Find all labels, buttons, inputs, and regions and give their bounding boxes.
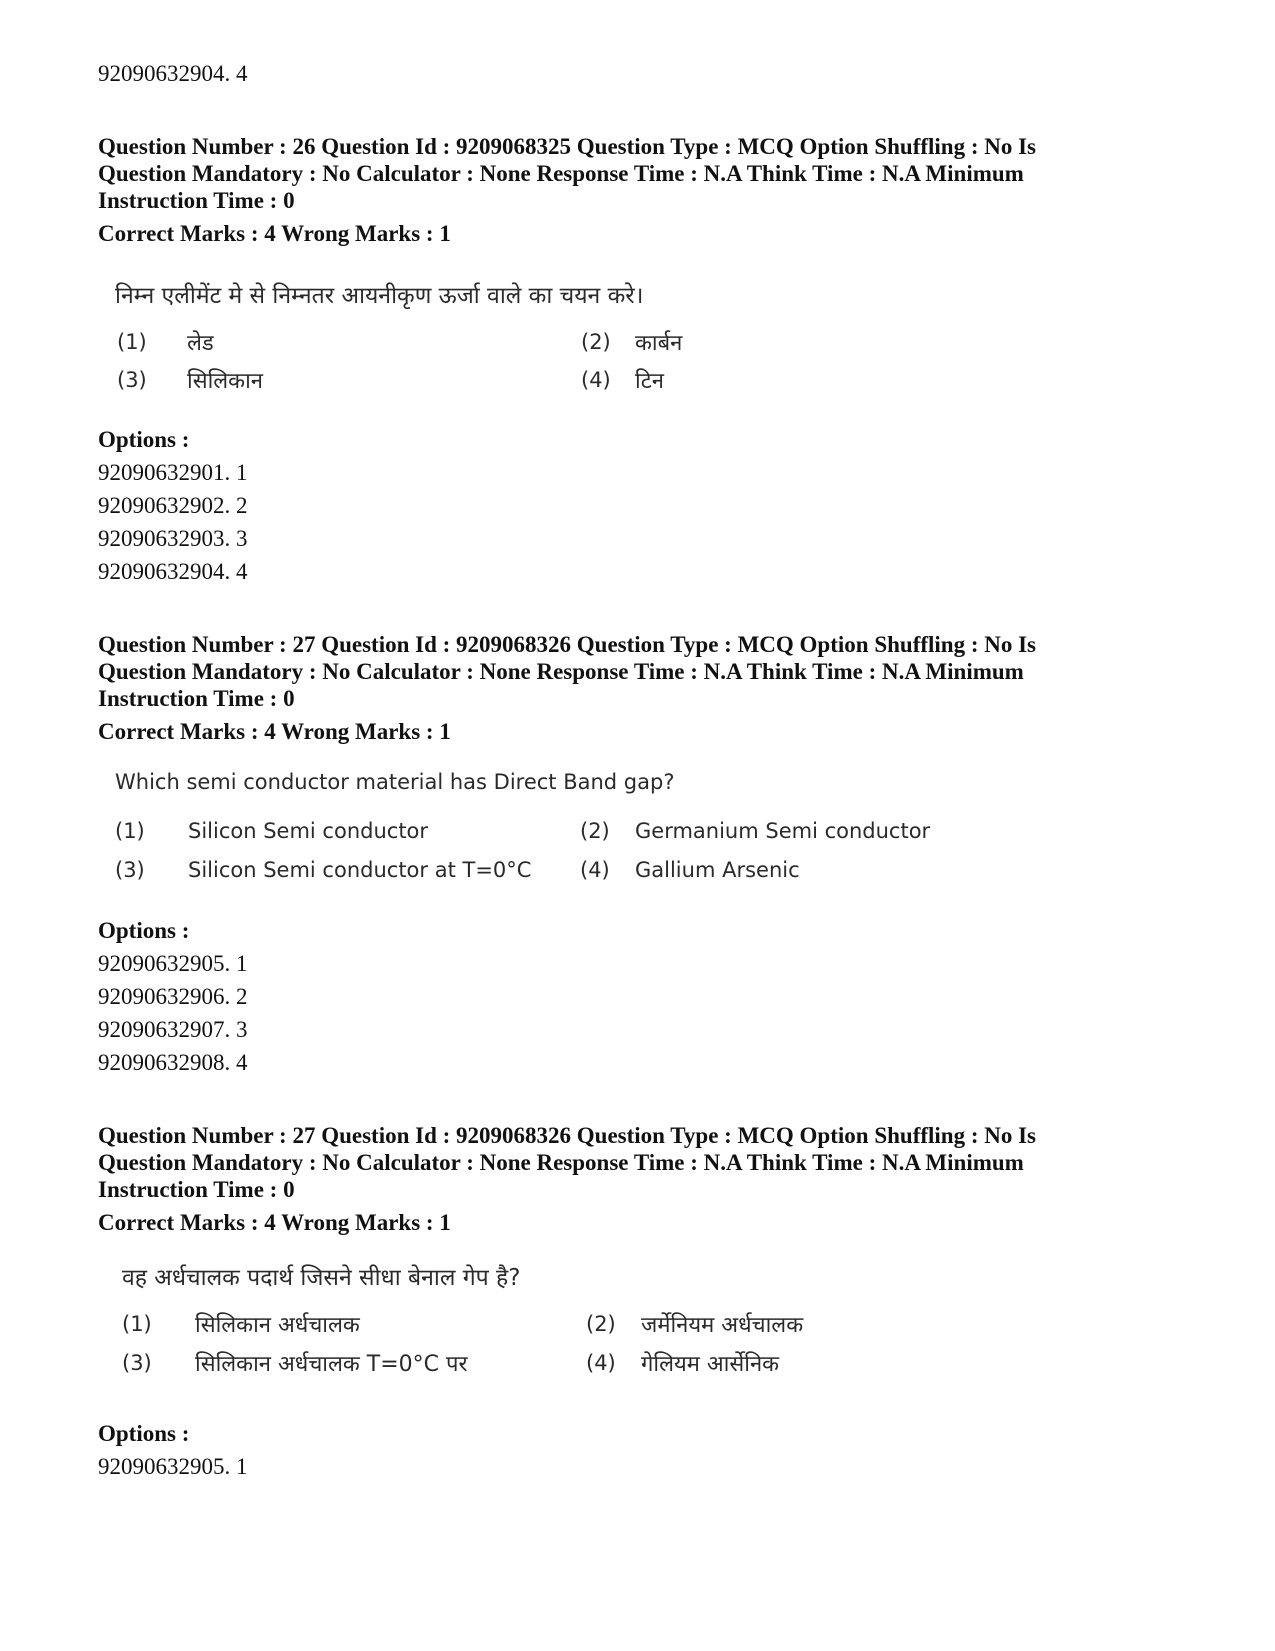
question-text: वह अर्धचालक पदार्थ जिसने सीधा बेनाल गेप है? [122,1265,521,1291]
question-text: Which semi conductor material has Direct Band gap? [115,770,675,794]
choice-text: कार्बन [635,331,683,356]
option-line: 92090632903. 3 [98,526,248,551]
option-line: 92090632907. 3 [98,1017,248,1042]
choice-number: (1) [117,330,147,354]
options-label: Options : [98,1421,190,1446]
choice-number: (3) [117,368,147,392]
question-meta-line: Question Number : 27 Question Id : 9209068326 Question Type : MCQ Option Shuffling : No Is [98,632,1037,657]
option-line: 92090632908. 4 [98,1050,248,1075]
option-line: 92090632901. 1 [98,460,248,485]
choice-number: (2) [580,819,610,843]
options-label: Options : [98,427,190,452]
question-meta-line: Question Number : 26 Question Id : 9209068325 Question Type : MCQ Option Shuffling : No Is [98,134,1037,159]
choice-number: (3) [115,858,145,882]
question-image [113,770,973,900]
option-line: 92090632905. 1 [98,951,248,976]
choice-text: टिन [635,369,664,394]
choice-text: Silicon Semi conductor at T=0°C [188,858,532,882]
choice-number: (2) [586,1312,616,1336]
option-line: 92090632904. 4 [98,559,248,584]
choice-number: (4) [580,858,610,882]
choice-number: (2) [581,330,611,354]
marks-line: Correct Marks : 4 Wrong Marks : 1 [98,719,451,744]
question-text: निम्न एलीमेंट मे से निम्नतर आयनीकृण ऊर्जा वाले का चयन करे। [115,283,644,309]
choice-text: सिलिकान [187,369,263,394]
choice-text: Germanium Semi conductor [635,819,931,843]
choice-number: (1) [122,1312,152,1336]
choice-text: लेड [187,331,214,356]
option-line: 92090632905. 1 [98,1454,248,1479]
choice-number: (1) [115,819,145,843]
option-line: 92090632904. 4 [98,61,248,86]
question-meta-line: Instruction Time : 0 [98,188,295,213]
choice-text: Silicon Semi conductor [188,819,429,843]
question-meta-line: Instruction Time : 0 [98,1177,295,1202]
question-meta-line: Question Mandatory : No Calculator : None Response Time : N.A Think Time : N.A Minimum [98,659,1024,684]
question-meta-line: Question Mandatory : No Calculator : None Response Time : N.A Think Time : N.A Minimum [98,161,1024,186]
question-meta-line: Instruction Time : 0 [98,686,295,711]
option-line: 92090632902. 2 [98,493,248,518]
marks-line: Correct Marks : 4 Wrong Marks : 1 [98,1210,451,1235]
options-label: Options : [98,918,190,943]
choice-text: गेलियम आर्सेनिक [641,1352,780,1377]
option-line: 92090632906. 2 [98,984,248,1009]
question-image [120,1260,880,1390]
choice-text: सिलिकान अर्धचालक T=0°C पर [195,1352,468,1377]
choice-number: (4) [581,368,611,392]
choice-number: (4) [586,1351,616,1375]
marks-line: Correct Marks : 4 Wrong Marks : 1 [98,221,451,246]
question-meta-line: Question Mandatory : No Calculator : None Response Time : N.A Think Time : N.A Minimum [98,1150,1024,1175]
question-meta-line: Question Number : 27 Question Id : 9209068326 Question Type : MCQ Option Shuffling : No Is [98,1123,1037,1148]
choice-number: (3) [122,1351,152,1375]
choice-text: जर्मेनियम अर्धचालक [641,1313,804,1338]
choice-text: सिलिकान अर्धचालक [195,1313,360,1338]
choice-text: Gallium Arsenic [635,858,800,882]
question-image [115,278,755,408]
